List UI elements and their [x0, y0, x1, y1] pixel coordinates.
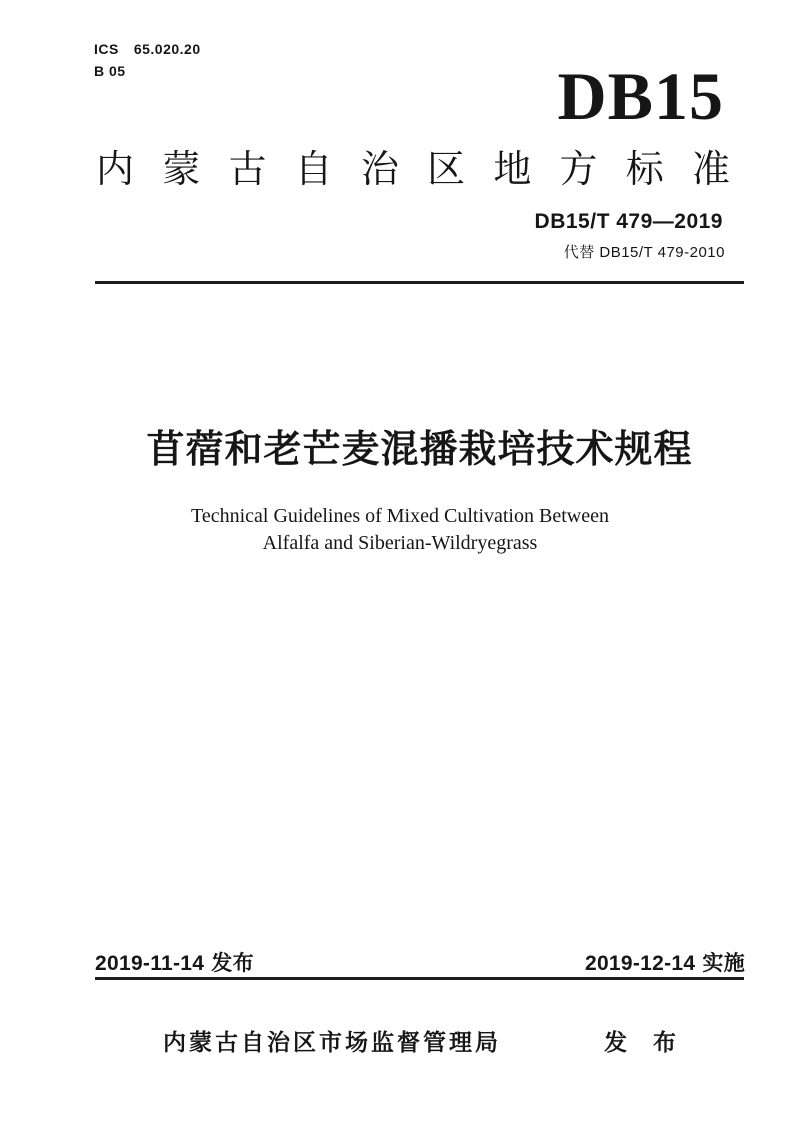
title-en-line2: Alfalfa and Siberian-Wildryegrass [262, 532, 538, 554]
standard-number: DB15/T 479—2019 [534, 210, 723, 233]
classification-code: B 05 [94, 63, 126, 79]
title-en-line1: Technical Guidelines of Mixed Cultivation Between [191, 505, 609, 527]
standard-type-char: 地 [493, 149, 532, 191]
standard-type-title [96, 148, 730, 192]
implement-date: 2019-12-14 [584, 952, 696, 975]
implement-date-block [585, 952, 745, 976]
publisher-row [0, 1029, 800, 1057]
ics-label: ICS [94, 41, 119, 57]
ics-line [94, 38, 201, 60]
publisher-name: 内蒙古自治区市场监督管理局 [163, 1029, 501, 1055]
issue-label: 发布 [211, 952, 254, 975]
implement-label: 实施 [702, 952, 745, 975]
issue-date-block [95, 952, 254, 976]
standard-type-char: 古 [228, 149, 267, 191]
standard-type-char: 治 [360, 149, 399, 191]
replaces-note: 代替 DB15/T 479-2010 [563, 244, 725, 261]
issue-date: 2019-11-14 [95, 952, 205, 975]
standard-type-char: 标 [625, 149, 664, 191]
standard-type-char: 方 [559, 149, 598, 191]
standard-type-char: 内 [96, 149, 135, 191]
ics-block [94, 38, 201, 82]
publish-label: 发布 [604, 1029, 702, 1055]
db15-logo: DB15 [557, 58, 724, 134]
standard-type-char: 自 [294, 149, 333, 191]
header-rule [95, 281, 744, 284]
footer-rule [95, 977, 744, 980]
document-title-cn: 苜蓿和老芒麦混播栽培技术规程 [146, 429, 693, 471]
standard-type-char: 准 [691, 149, 730, 191]
classification-line [94, 60, 201, 82]
document-title-en [0, 503, 800, 557]
standard-type-char: 区 [427, 149, 466, 191]
dates-row [95, 952, 745, 976]
standard-type-char: 蒙 [162, 149, 201, 191]
ics-code: 65.020.20 [133, 41, 201, 57]
